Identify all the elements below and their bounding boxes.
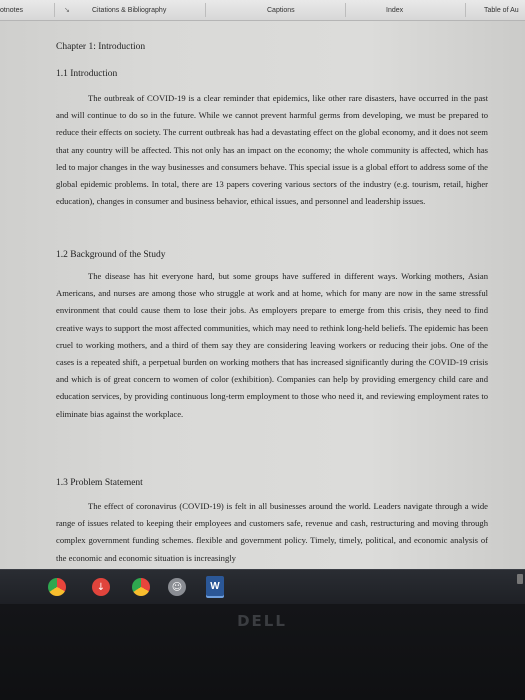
ribbon-divider bbox=[54, 3, 55, 17]
section-heading-background: 1.2 Background of the Study bbox=[56, 250, 166, 260]
document-area[interactable] bbox=[0, 21, 525, 569]
captions-group-label[interactable]: Captions bbox=[267, 7, 295, 14]
section-heading-problem-statement: 1.3 Problem Statement bbox=[56, 478, 143, 488]
chrome-icon[interactable] bbox=[132, 578, 150, 596]
paragraph-text: The outbreak of COVID-19 is a clear reminder that epidemics, like other rare disasters, have occurred in the past and will continue to do so in the future. While we cannot prevent harmful germs from developing, we must be prepared to reduce their effects on society. The current outbreak has had a devastating effect on the global economy, and it does not seem that any country will be affected. This not only has an impact on the economy; the whole community is affected, which has led to major changes in the way businesses and consumers behave. This special issue is a global effort to address some of the global epidemic problems. In total, there are 13 papers covering various sectors of the industry (e.g. tourism, retail, higher education), changes in consumer and business behavior, ethical issues, and personnel and leadership issues. bbox=[56, 93, 488, 207]
ribbon-divider bbox=[345, 3, 346, 17]
citations-group-label[interactable]: Citations & Bibliography bbox=[92, 7, 167, 14]
table-of-authorities-group-label[interactable]: Table of Au bbox=[484, 7, 519, 14]
index-group-label[interactable]: Index bbox=[386, 7, 404, 14]
download-icon[interactable]: ↓ bbox=[92, 578, 110, 596]
people-icon[interactable]: ☺ bbox=[168, 578, 186, 596]
brand-logo: DELL bbox=[237, 612, 287, 630]
ribbon-divider bbox=[205, 3, 206, 17]
dialog-launcher-icon[interactable]: ↘ bbox=[64, 7, 70, 14]
ribbon-bar bbox=[0, 0, 525, 21]
section-heading-introduction: 1.1 Introduction bbox=[56, 69, 118, 79]
paragraph-problem-statement bbox=[56, 498, 488, 567]
paragraph-text: The effect of coronavirus (COVID-19) is felt in all businesses around the world. Leaders navigate through a wide range of issues related to keeping their employees and customers safe, revenue and cash, restructuring and moving through complex government funding schemes. flexible and government policy. Timely, timely, political, and economic analysis of the economic and economic situation is increasingly bbox=[56, 501, 488, 563]
scrollbar-thumb[interactable] bbox=[517, 574, 523, 584]
ribbon-divider bbox=[465, 3, 466, 17]
word-icon[interactable]: W bbox=[206, 576, 224, 596]
paragraph-introduction bbox=[56, 90, 488, 210]
paragraph-background bbox=[56, 268, 488, 423]
browser-icon[interactable] bbox=[48, 578, 66, 596]
taskbar bbox=[0, 569, 525, 604]
paragraph-text: The disease has hit everyone hard, but some groups have suffered in different ways. Working mothers, Asian Americans, and nurses are among those who struggle at work and at home, which for many are now in the same stressful environment that could cause them to lose their jobs. As employers prepare to emerge from this crisis, they need to find creative ways to support the most affected communities, which may need to rethink long-held beliefs. The epidemic has been cruel to working mothers, and a third of them say they are considering leaving workers or reducing their jobs. One of the cases is a repeated shift, a perpetual burden on working mothers that has increased significantly during the COVID-19 crisis and which is of great concern to women of color (exhibition). Companies can help by providing emergency child care and education services, by providing continuous long-term employment to those who need it, and reviewing employment rates to eliminate bias against the workplace. bbox=[56, 271, 488, 419]
chapter-title: Chapter 1: Introduction bbox=[56, 42, 146, 52]
footnotes-group-label[interactable]: otnotes bbox=[0, 7, 23, 14]
document-page[interactable] bbox=[0, 21, 525, 569]
